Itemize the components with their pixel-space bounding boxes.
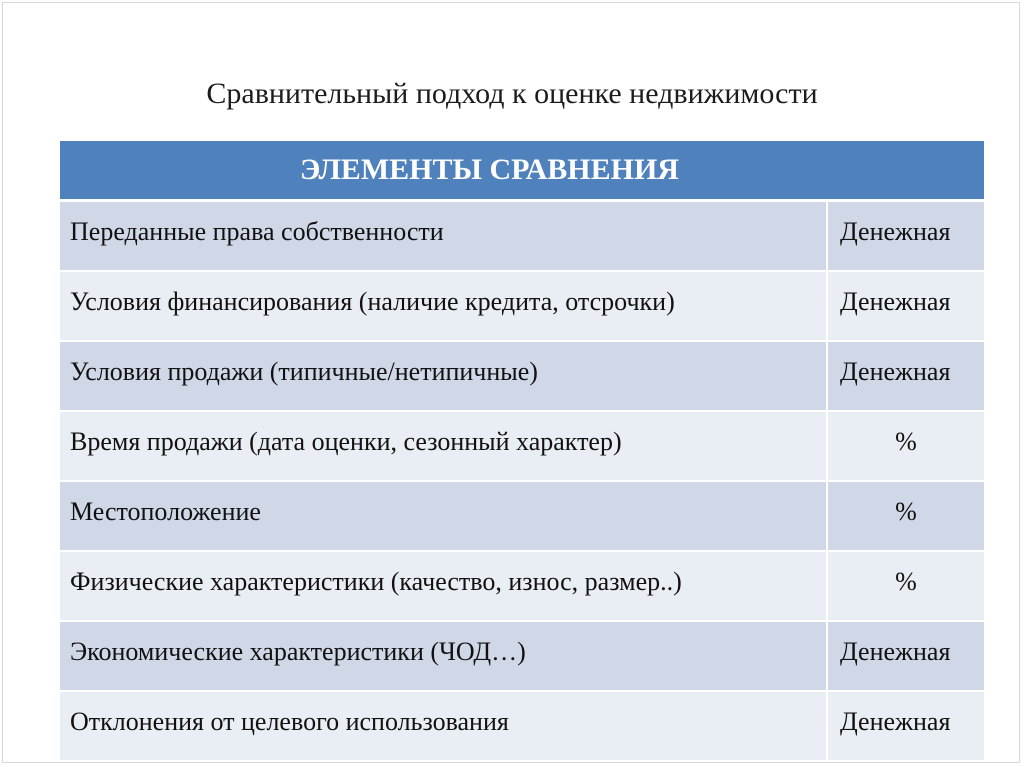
comparison-elements-table: [60, 141, 984, 760]
table-row: [60, 271, 984, 341]
adjustment-cell: %: [827, 411, 984, 481]
adjustment-cell: Денежная: [827, 691, 984, 760]
table-row: [60, 481, 984, 551]
table-row: [60, 551, 984, 621]
table-header-row: [60, 141, 984, 201]
table-row: [60, 691, 984, 760]
table-row: [60, 411, 984, 481]
adjustment-cell: Денежная: [827, 341, 984, 411]
table-row: [60, 201, 984, 272]
adjustment-cell: Денежная: [827, 271, 984, 341]
table-row: [60, 621, 984, 691]
element-cell: Время продажи (дата оценки, сезонный характер): [60, 411, 827, 481]
element-cell: Условия финансирования (наличие кредита, отсрочки): [60, 271, 827, 341]
adjustment-cell: %: [827, 481, 984, 551]
adjustment-cell: Денежная: [827, 201, 984, 272]
table-header: ЭЛЕМЕНТЫ СРАВНЕНИЯ: [60, 141, 984, 201]
element-cell: Отклонения от целевого использования: [60, 691, 827, 760]
adjustment-cell: %: [827, 551, 984, 621]
element-cell: Переданные права собственности: [60, 201, 827, 272]
element-cell: Условия продажи (типичные/нетипичные): [60, 341, 827, 411]
element-cell: Экономические характеристики (ЧОД…): [60, 621, 827, 691]
table-row: [60, 341, 984, 411]
element-cell: Местоположение: [60, 481, 827, 551]
element-cell: Физические характеристики (качество, износ, размер..): [60, 551, 827, 621]
adjustment-cell: Денежная: [827, 621, 984, 691]
slide-title: Сравнительный подход к оценке недвижимости: [206, 77, 818, 110]
